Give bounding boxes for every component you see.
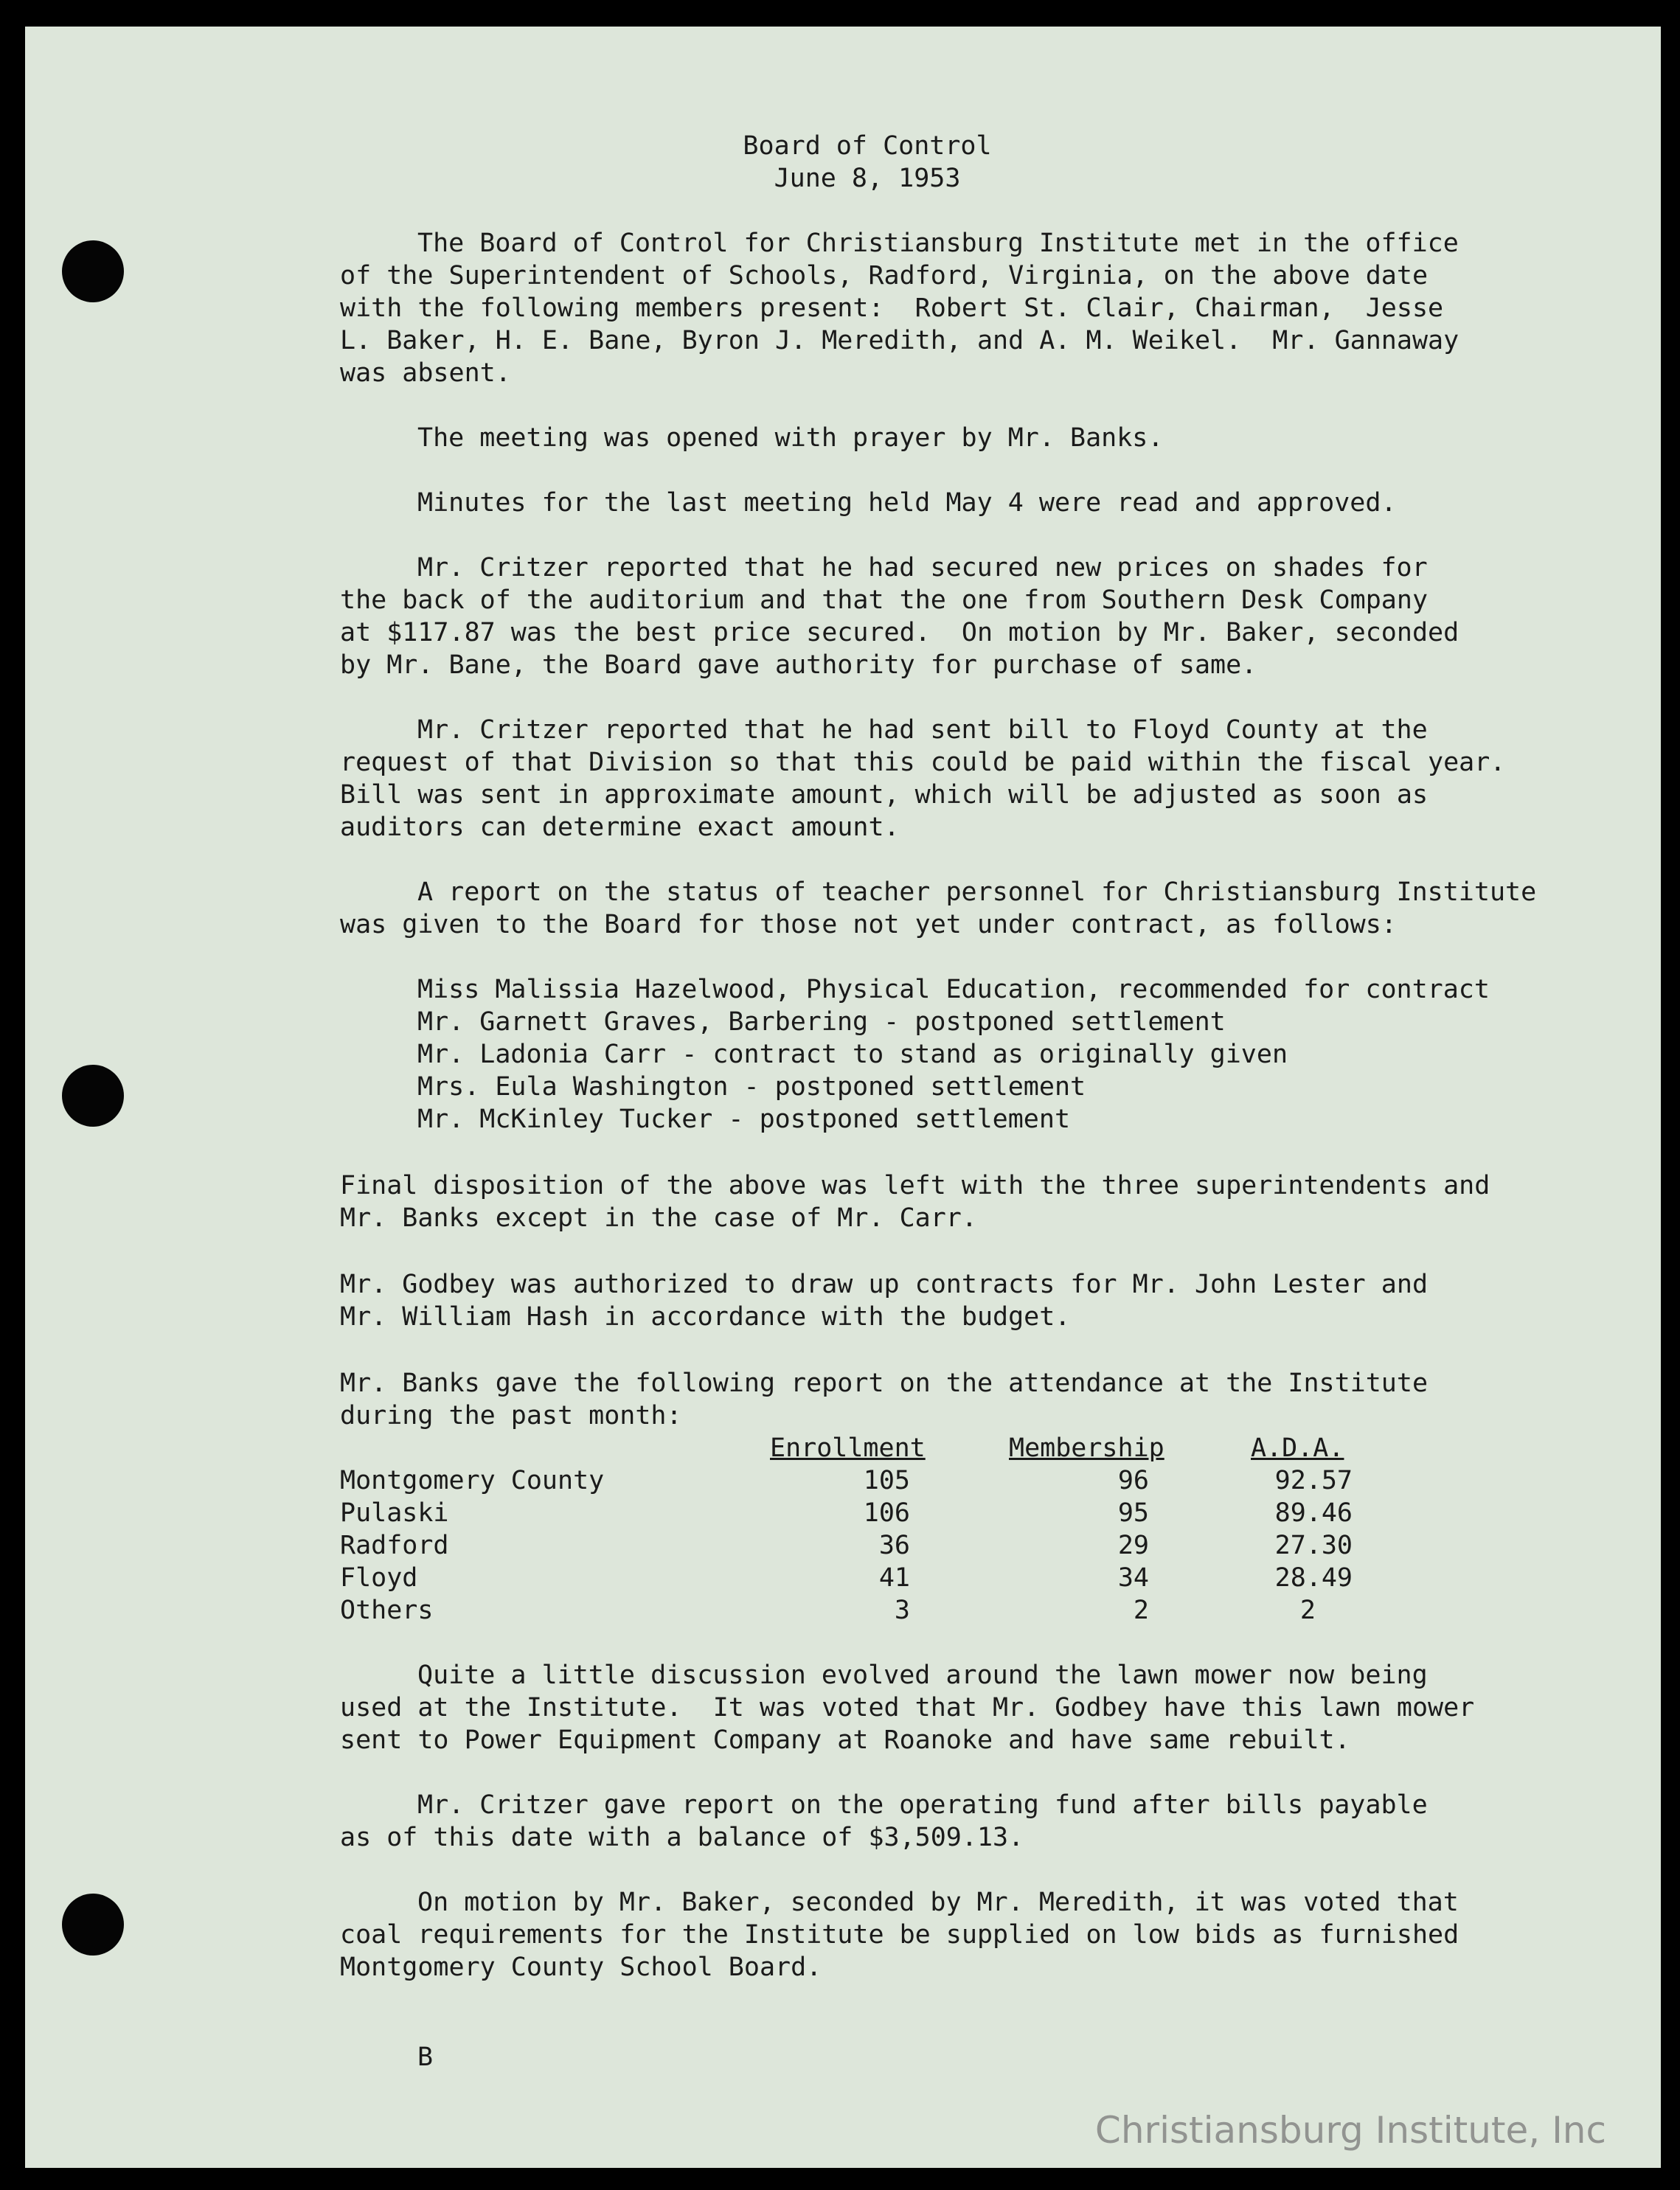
personnel-item: Mr. Ladonia Carr - contract to stand as originally given xyxy=(417,1040,1288,1069)
para-1-line: The Board of Control for Christiansburg Institute met in the office xyxy=(417,229,1459,258)
para-9-line: during the past month: xyxy=(340,1401,682,1431)
para-4-line: Mr. Critzer reported that he had secured new prices on shades for xyxy=(417,553,1428,583)
para-8-line: Mr. Godbey was authorized to draw up contracts for Mr. John Lester and xyxy=(340,1270,1429,1299)
para-4-line: the back of the auditorium and that the one from Southern Desk Company xyxy=(340,585,1429,615)
doc-title: Board of Control xyxy=(743,131,992,161)
personnel-item: Mrs. Eula Washington - postponed settlement xyxy=(417,1072,1086,1102)
row-enrollment: 105 xyxy=(863,1466,910,1495)
personnel-item: Miss Malissia Hazelwood, Physical Education, recommended for contract xyxy=(417,975,1490,1004)
para-7-line: Final disposition of the above was left with the three superintendents and xyxy=(340,1171,1490,1200)
row-ada: 28.49 xyxy=(1274,1563,1353,1593)
row-name: Radford xyxy=(340,1531,449,1560)
col-header-membership: Membership xyxy=(1009,1433,1164,1463)
para-12-line: Montgomery County School Board. xyxy=(340,1953,822,1982)
para-1-line: of the Superintendent of Schools, Radford, Virginia, on the above date xyxy=(340,261,1429,291)
col-header-enrollment: Enrollment xyxy=(770,1433,926,1463)
footer-initial: B xyxy=(417,2043,434,2072)
para-1-line: was absent. xyxy=(340,358,511,388)
row-name: Others xyxy=(340,1596,434,1625)
para-6-line: A report on the status of teacher personnel for Christiansburg Institute xyxy=(417,877,1537,907)
para-12-line: coal requirements for the Institute be supplied on low bids as furnished xyxy=(340,1920,1459,1950)
row-membership: 2 xyxy=(1133,1596,1149,1625)
para-8-line: Mr. William Hash in accordance with the budget. xyxy=(340,1302,1071,1332)
para-4-line: by Mr. Bane, the Board gave authority for purchase of same. xyxy=(340,650,1257,680)
para-1-line: with the following members present: Robert St. Clair, Chairman, Jesse xyxy=(340,293,1444,323)
row-membership: 95 xyxy=(1117,1498,1149,1528)
para-6-line: was given to the Board for those not yet under contract, as follows: xyxy=(340,910,1397,939)
para-12-line: On motion by Mr. Baker, seconded by Mr. Meredith, it was voted that xyxy=(417,1888,1459,1917)
row-membership: 29 xyxy=(1117,1531,1149,1560)
para-3: Minutes for the last meeting held May 4 were read and approved. xyxy=(417,488,1397,518)
para-7-line: Mr. Banks except in the case of Mr. Carr. xyxy=(340,1203,977,1233)
para-5-line: auditors can determine exact amount. xyxy=(340,813,900,842)
row-membership: 96 xyxy=(1117,1466,1149,1495)
para-10-line: sent to Power Equipment Company at Roanoke and have same rebuilt. xyxy=(340,1725,1350,1755)
para-10-line: used at the Institute. It was voted that Mr. Godbey have this lawn mower xyxy=(340,1693,1475,1723)
para-5-line: Mr. Critzer reported that he had sent bill to Floyd County at the xyxy=(417,715,1428,745)
row-ada: 89.46 xyxy=(1274,1498,1353,1528)
row-enrollment: 41 xyxy=(878,1563,910,1593)
doc-date: June 8, 1953 xyxy=(774,164,961,193)
para-10-line: Quite a little discussion evolved around the lawn mower now being xyxy=(417,1661,1428,1690)
row-name: Floyd xyxy=(340,1563,418,1593)
row-enrollment: 3 xyxy=(894,1596,910,1625)
para-9-line: Mr. Banks gave the following report on the attendance at the Institute xyxy=(340,1369,1429,1398)
row-ada: 27.30 xyxy=(1274,1531,1353,1560)
row-ada: 2 xyxy=(1299,1596,1316,1625)
personnel-item: Mr. Garnett Graves, Barbering - postponed settlement xyxy=(417,1007,1226,1037)
watermark: Christiansburg Institute, Inc xyxy=(1094,2109,1606,2152)
col-header-ada: A.D.A. xyxy=(1251,1433,1344,1463)
row-enrollment: 106 xyxy=(863,1498,910,1528)
row-name: Pulaski xyxy=(340,1498,449,1528)
document-page xyxy=(25,27,1661,2168)
para-1-line: L. Baker, H. E. Bane, Byron J. Meredith, and A. M. Weikel. Mr. Gannaway xyxy=(340,326,1459,355)
personnel-item: Mr. McKinley Tucker - postponed settlement xyxy=(417,1105,1071,1134)
para-4-line: at $117.87 was the best price secured. On motion by Mr. Baker, seconded xyxy=(340,618,1459,647)
row-enrollment: 36 xyxy=(878,1531,910,1560)
para-5-line: request of that Division so that this could be paid within the fiscal year. xyxy=(340,748,1506,777)
row-name: Montgomery County xyxy=(340,1466,605,1495)
document-body xyxy=(25,27,1661,2168)
row-membership: 34 xyxy=(1117,1563,1149,1593)
para-5-line: Bill was sent in approximate amount, which will be adjusted as soon as xyxy=(340,780,1429,810)
row-ada: 92.57 xyxy=(1274,1466,1353,1495)
para-11-line: Mr. Critzer gave report on the operating fund after bills payable xyxy=(417,1790,1428,1820)
para-2: The meeting was opened with prayer by Mr. Banks. xyxy=(417,423,1164,453)
para-11-line: as of this date with a balance of $3,509.13. xyxy=(340,1823,1024,1852)
